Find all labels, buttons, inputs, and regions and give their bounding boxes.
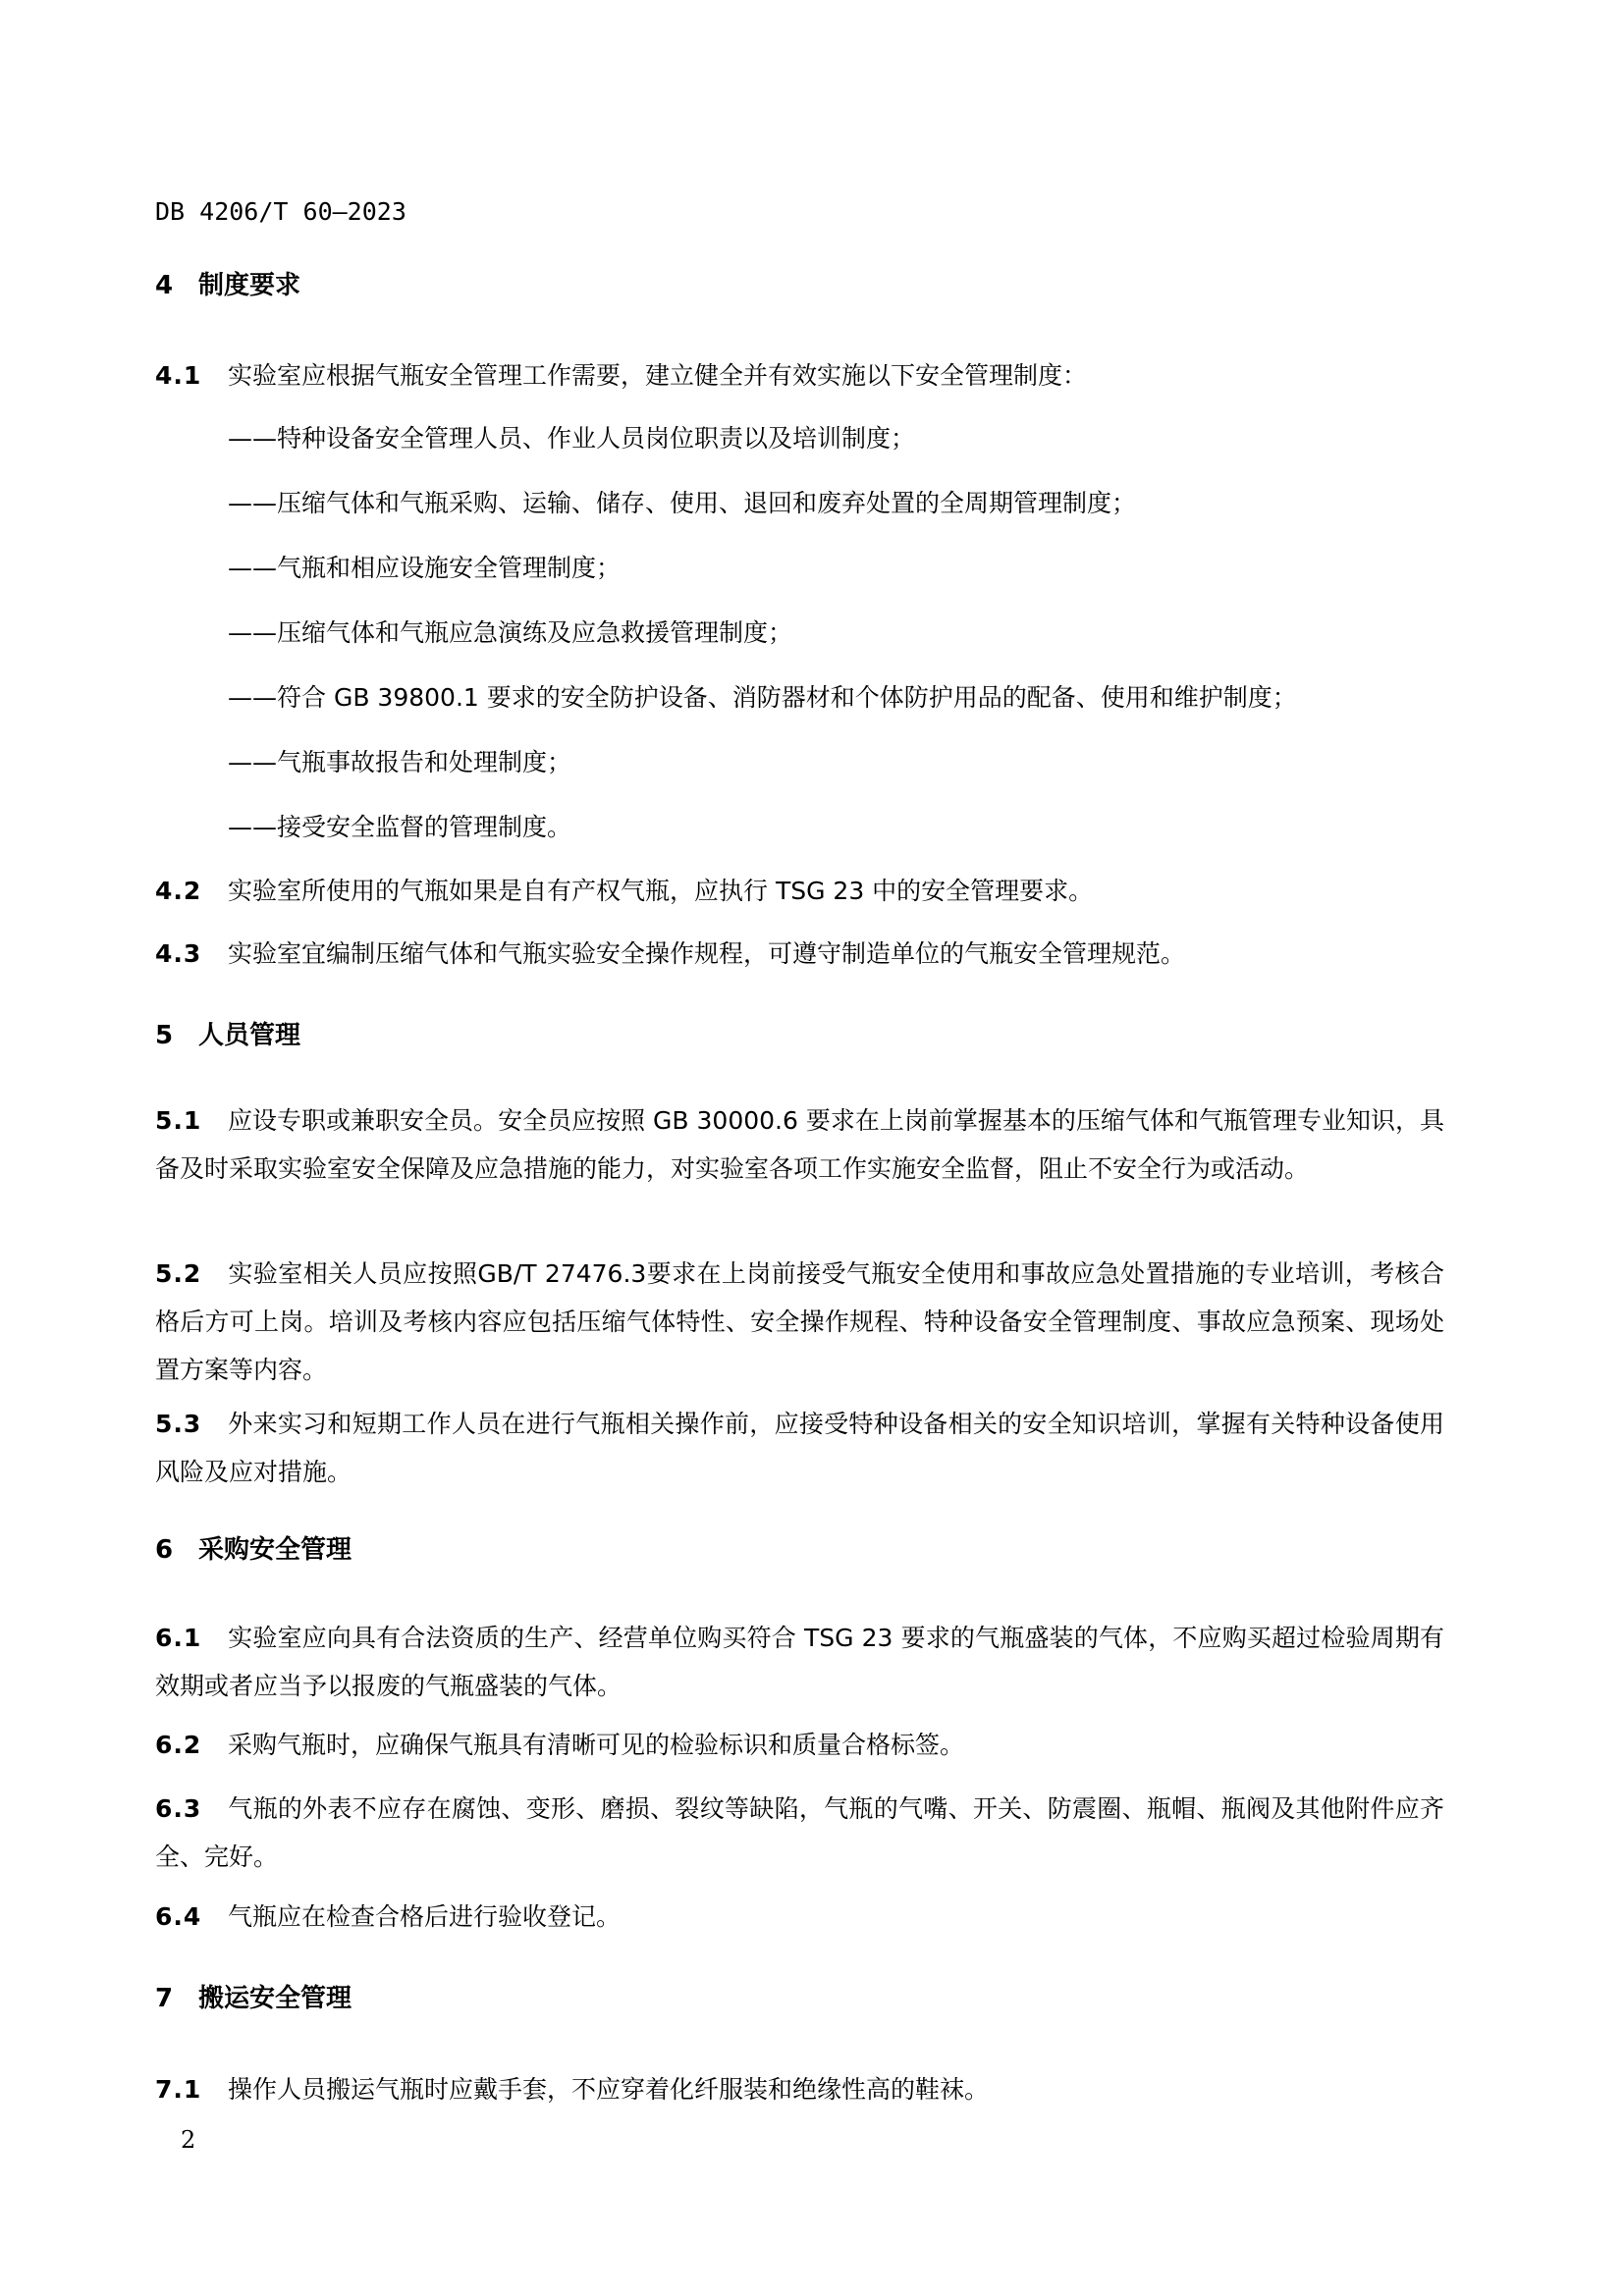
clause-number: 6.2 [155,1731,202,1759]
section-title: 人员管理 [198,1021,301,1050]
clause-number: 5.2 [155,1259,202,1288]
clause-4-3 [155,930,1444,978]
clause-5-1 [155,1096,1444,1193]
clause-number: 4.1 [155,361,202,390]
clause-number: 6.1 [155,1624,202,1652]
clause-text: 实验室宜编制压缩气体和气瓶实验安全操作规程，可遵守制造单位的气瓶安全管理规范。 [228,939,1186,968]
section-number: 4 [155,271,174,300]
clause-text: 应设专职或兼职安全员。安全员应按照 GB 30000.6 要求在上岗前掌握基本的压缩气体和气瓶管理专业知识，具备及时采取实验室安全保障及应急措施的能力，对实验室各项工作实施安全监督，阻止不安全行为或活动。 [155,1106,1444,1183]
clause-text: 外来实习和短期工作人员在进行气瓶相关操作前，应接受特种设备相关的安全知识培训，掌握有关特种设备使用风险及应对措施。 [155,1410,1444,1486]
clause-4-2 [155,867,1444,915]
list-item: ——特种设备安全管理人员、作业人员岗位职责以及培训制度； [228,424,916,453]
clause-6-2 [155,1721,1444,1769]
clause-5-2 [155,1250,1444,1394]
clause-text: 实验室相关人员应按照GB/T 27476.3要求在上岗前接受气瓶安全使用和事故应急处置措施的专业培训，考核合格后方可上岗。培训及考核内容应包括压缩气体特性、安全操作规程、特种设备安全管理制度、事故应急预案、现场处置方案等内容。 [155,1259,1444,1384]
clause-4-1 [155,351,1444,400]
section-title: 采购安全管理 [198,1535,352,1565]
section-7-heading [155,1983,352,2014]
clause-text: 实验室应根据气瓶安全管理工作需要，建立健全并有效实施以下安全管理制度： [228,361,1088,390]
document-code: DB 4206/T 60—2023 [155,197,406,226]
clause-number: 4.2 [155,877,202,905]
list-item: ——符合 GB 39800.1 要求的安全防护设备、消防器材和个体防护用品的配备、使用和维护制度； [228,683,1297,712]
clause-text: 气瓶的外表不应存在腐蚀、变形、磨损、裂纹等缺陷，气瓶的气嘴、开关、防震圈、瓶帽、瓶阀及其他附件应齐全、完好。 [155,1794,1444,1871]
clause-text: 实验室所使用的气瓶如果是自有产权气瓶，应执行 TSG 23 中的安全管理要求。 [228,877,1094,905]
section-number: 7 [155,1984,174,2013]
list-item: ——压缩气体和气瓶应急演练及应急救援管理制度； [228,618,793,647]
clause-number: 5.1 [155,1106,202,1135]
clause-number: 5.3 [155,1410,202,1438]
section-5-heading [155,1020,300,1051]
list-item: ——接受安全监督的管理制度。 [228,813,572,841]
page-number: 2 [181,2126,196,2154]
clause-5-3 [155,1400,1444,1496]
clause-text: 气瓶应在检查合格后进行验收登记。 [228,1902,622,1931]
section-number: 6 [155,1535,174,1565]
list-item: ——气瓶事故报告和处理制度； [228,748,572,776]
clause-number: 4.3 [155,939,202,968]
section-6-heading [155,1534,352,1566]
section-number: 5 [155,1021,174,1050]
clause-6-3 [155,1785,1444,1881]
clause-text: 采购气瓶时，应确保气瓶具有清晰可见的检验标识和质量合格标签。 [228,1731,965,1759]
section-4-heading [155,270,300,301]
section-title: 制度要求 [198,271,301,300]
clause-number: 6.3 [155,1794,202,1823]
clause-6-1 [155,1614,1444,1710]
section-title: 搬运安全管理 [198,1984,352,2013]
list-item: ——压缩气体和气瓶采购、运输、储存、使用、退回和废弃处置的全周期管理制度； [228,489,1137,517]
list-item: ——气瓶和相应设施安全管理制度； [228,554,622,582]
clause-6-4 [155,1893,1444,1941]
clause-number: 6.4 [155,1902,202,1931]
clause-text: 实验室应向具有合法资质的生产、经营单位购买符合 TSG 23 要求的气瓶盛装的气体，不应购买超过检验周期有效期或者应当予以报废的气瓶盛装的气体。 [155,1624,1444,1700]
clause-number: 7.1 [155,2075,202,2104]
clause-text: 操作人员搬运气瓶时应戴手套，不应穿着化纤服装和绝缘性高的鞋袜。 [228,2075,990,2104]
clause-7-1 [155,2065,1444,2113]
